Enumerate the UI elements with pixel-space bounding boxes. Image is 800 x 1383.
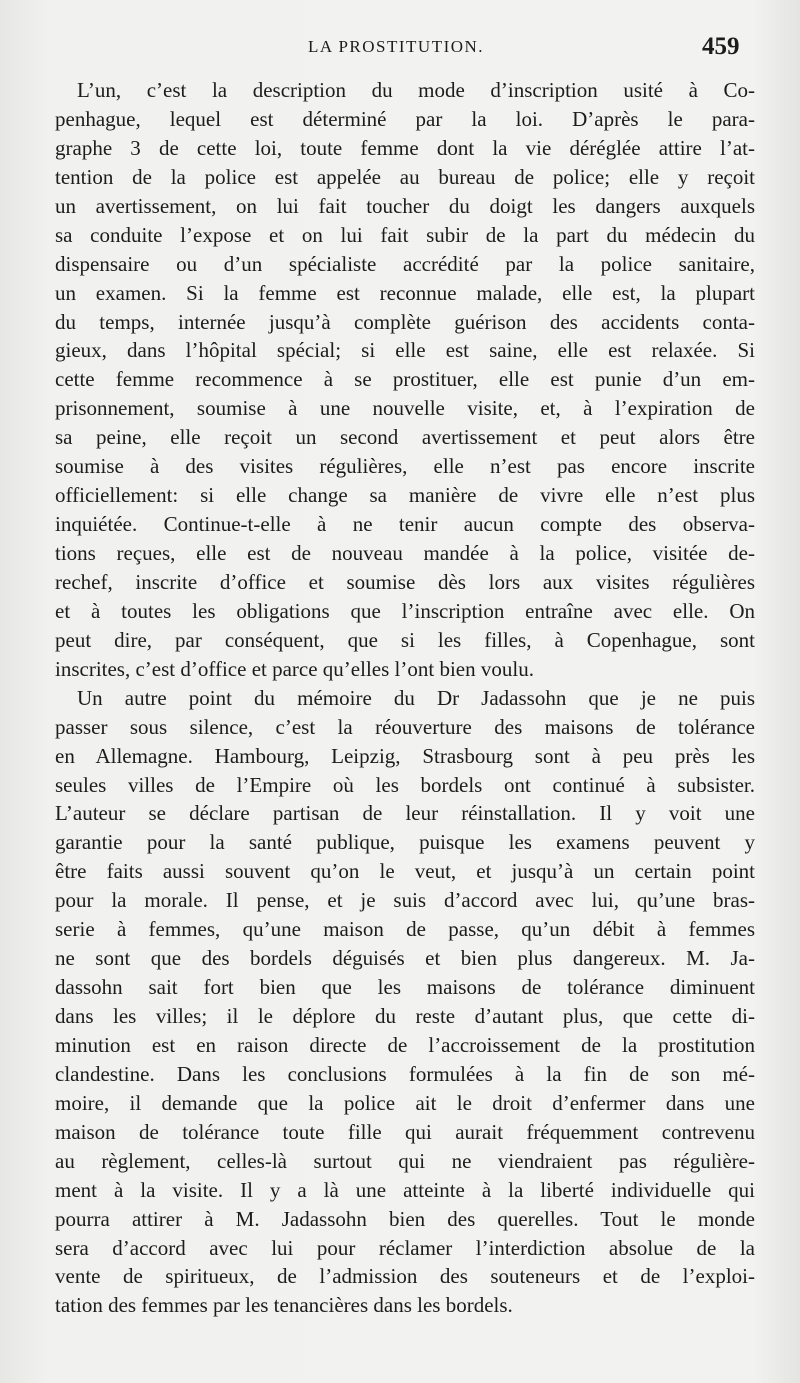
text-line: Un autre point du mémoire du Dr Jadassohn que je ne puis bbox=[77, 685, 755, 710]
body-text bbox=[55, 76, 755, 1320]
text-line: cette femme recommence à se prostituer, elle est punie d’un em- bbox=[55, 367, 755, 392]
text-line: serie à femmes, qu’une maison de passe, qu’un débit à femmes bbox=[55, 917, 755, 942]
text-line: soumise à des visites régulières, elle n’est pas encore inscrite bbox=[55, 454, 755, 479]
text-line: passer sous silence, c’est la réouverture des maisons de tolérance bbox=[55, 714, 755, 739]
text-line: peut dire, par conséquent, que si les filles, à Copenhague, sont bbox=[55, 627, 755, 652]
text-line: gieux, dans l’hôpital spécial; si elle est saine, elle est relaxée. Si bbox=[55, 338, 755, 363]
text-line: prisonnement, soumise à une nouvelle visite, et, à l’expiration de bbox=[55, 396, 755, 421]
text-line: dassohn sait fort bien que les maisons de tolérance diminuent bbox=[55, 975, 755, 1000]
text-line: sera d’accord avec lui pour réclamer l’interdiction absolue de la bbox=[55, 1235, 755, 1260]
text-line: moire, il demande que la police ait le droit d’enfermer dans une bbox=[55, 1090, 755, 1115]
text-line: pourra attirer à M. Jadassohn bien des querelles. Tout le monde bbox=[55, 1206, 755, 1231]
text-line: minution est en raison directe de l’accroissement de la prostitution bbox=[55, 1032, 755, 1057]
text-line: être faits aussi souvent qu’on le veut, et jusqu’à un certain point bbox=[55, 859, 755, 884]
text-line: dans les villes; il le déplore du reste d’autant plus, que cette di- bbox=[55, 1004, 755, 1028]
text-line: tention de la police est appelée au bureau de police; elle y reçoit bbox=[55, 164, 755, 189]
text-line: tation des femmes par les tenancières dans les bordels. bbox=[55, 1293, 513, 1318]
text-line: dispensaire ou d’un spécialiste accrédité par la police sanitaire, bbox=[55, 251, 755, 276]
text-line: un examen. Si la femme est reconnue malade, elle est, la plupart bbox=[55, 280, 755, 305]
text-line: inscrites, c’est d’office et parce qu’elles l’ont bien voulu. bbox=[55, 656, 534, 681]
text-line: graphe 3 de cette loi, toute femme dont la vie déréglée attire l’at- bbox=[55, 135, 755, 160]
paragraph-copenhague bbox=[55, 76, 755, 684]
text-line: du temps, internée jusqu’à complète guérison des accidents conta- bbox=[55, 309, 755, 334]
page-number: 459 bbox=[702, 33, 740, 60]
text-line: L’un, c’est la description du mode d’inscription usité à Co- bbox=[77, 78, 755, 102]
text-line: au règlement, celles-là surtout qui ne viendraient pas régulière- bbox=[55, 1148, 755, 1173]
text-line: sa conduite l’expose et on lui fait subir de la part du médecin du bbox=[55, 222, 755, 247]
text-line: sa peine, elle reçoit un second avertissement et peut alors être bbox=[55, 425, 755, 450]
text-line: L’auteur se déclare partisan de leur réinstallation. Il y voit une bbox=[55, 801, 755, 826]
text-line: inquiétée. Continue-t-elle à ne tenir aucun compte des observa- bbox=[55, 512, 755, 537]
text-line: vente de spiritueux, de l’admission des souteneurs et de l’exploi- bbox=[55, 1264, 755, 1289]
running-title: LA PROSTITUTION. bbox=[308, 37, 485, 56]
running-head bbox=[0, 33, 800, 67]
text-line: garantie pour la santé publique, puisque les examens peuvent y bbox=[55, 830, 755, 855]
text-line: ment à la visite. Il y a là une atteinte à la liberté individuelle qui bbox=[55, 1177, 755, 1202]
text-line: maison de tolérance toute fille qui aurait fréquemment contrevenu bbox=[55, 1119, 755, 1144]
text-line: tions reçues, elle est de nouveau mandée à la police, visitée de- bbox=[55, 541, 755, 565]
text-line: seules villes de l’Empire où les bordels ont continué à subsister. bbox=[55, 772, 755, 797]
text-line: pour la morale. Il pense, et je suis d’accord avec lui, qu’une bras- bbox=[55, 888, 755, 913]
text-line: officiellement: si elle change sa manière de vivre elle n’est plus bbox=[55, 483, 755, 508]
text-line: ne sont que des bordels déguisés et bien plus dangereux. M. Ja- bbox=[55, 946, 755, 971]
text-line: en Allemagne. Hambourg, Leipzig, Strasbourg sont à peu près les bbox=[55, 743, 755, 768]
text-line: rechef, inscrite d’office et soumise dès lors aux visites régulières bbox=[55, 569, 755, 594]
paragraph-jadassohn bbox=[55, 684, 755, 1321]
text-line: clandestine. Dans les conclusions formulées à la fin de son mé- bbox=[55, 1061, 755, 1086]
text-line: et à toutes les obligations que l’inscription entraîne avec elle. On bbox=[55, 598, 755, 623]
text-line: un avertissement, on lui fait toucher du doigt les dangers auxquels bbox=[55, 193, 755, 218]
text-line: penhague, lequel est déterminé par la loi. D’après le para- bbox=[55, 106, 755, 131]
